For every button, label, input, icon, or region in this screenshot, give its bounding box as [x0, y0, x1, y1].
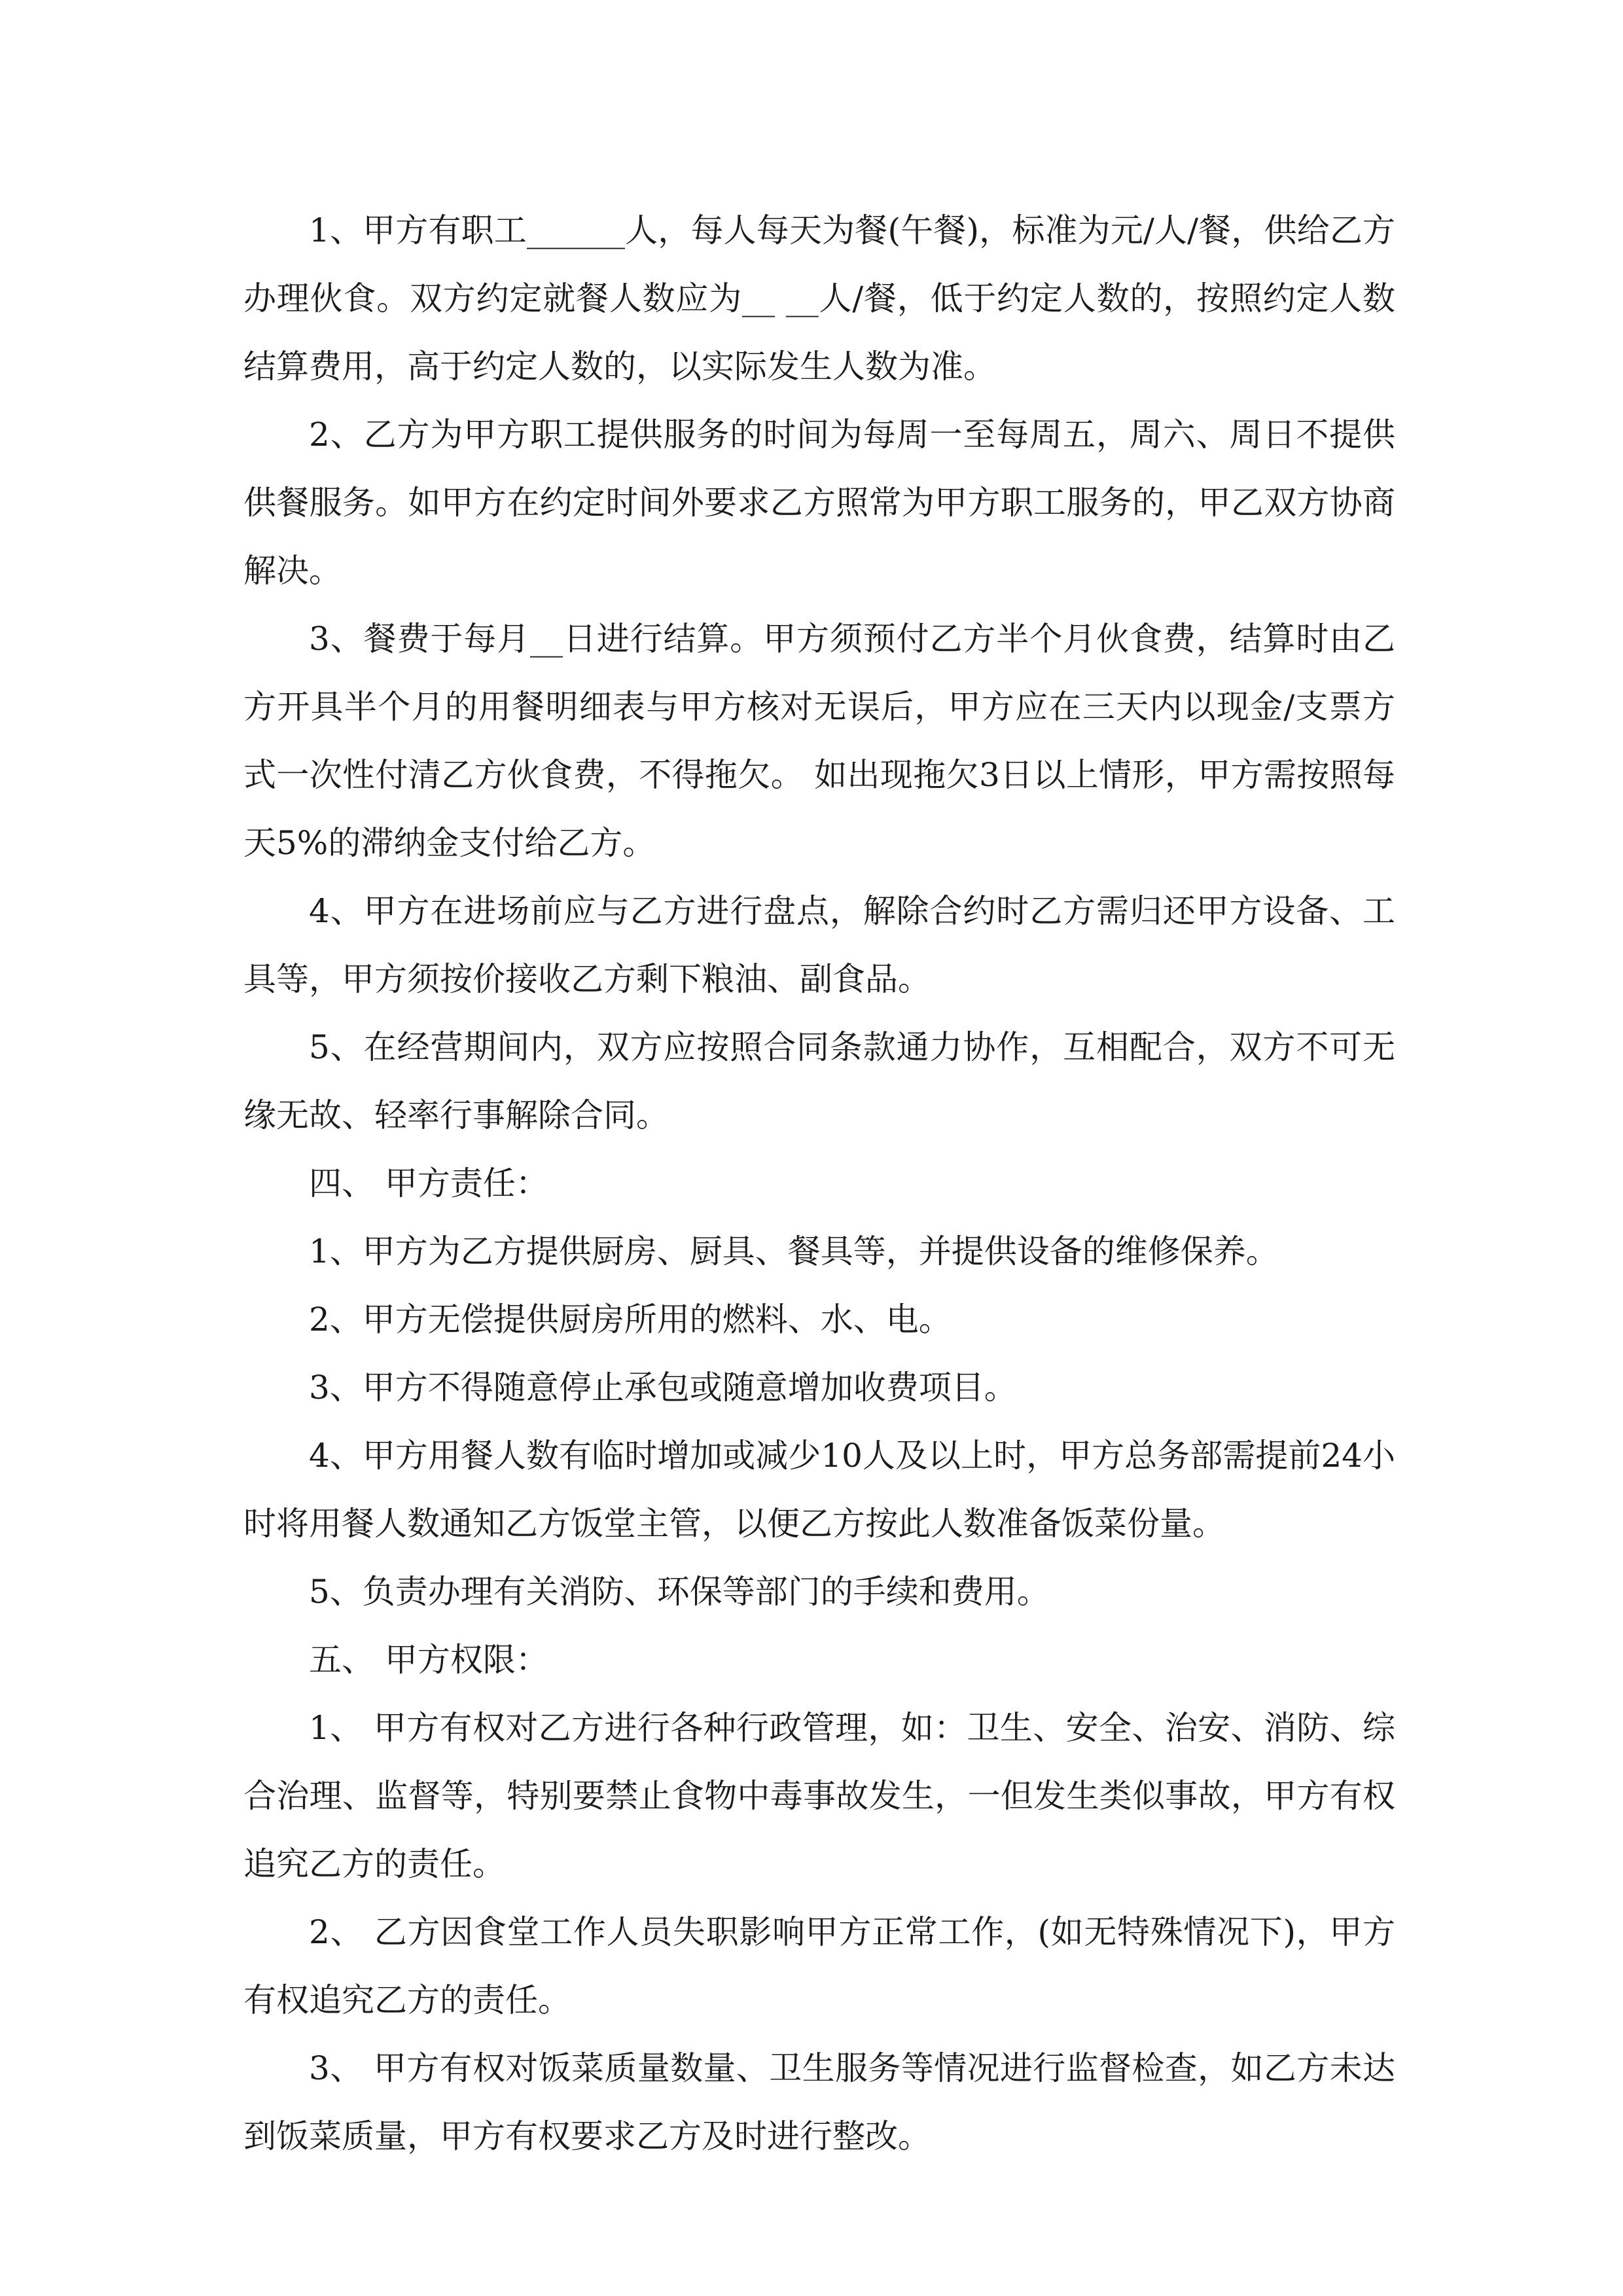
paragraph-inventory: 4、甲方在进场前应与乙方进行盘点，解除合约时乙方需归还甲方设备、工具等，甲方须按价接收乙方剩下粮油、副食品。: [243, 892, 1395, 998]
paragraph-kitchen-provision: 1、甲方为乙方提供厨房、厨具、餐具等，并提供设备的维修保养。: [309, 1232, 1279, 1270]
paragraph-utilities: 2、甲方无偿提供厨房所用的燃料、水、电。: [309, 1300, 952, 1338]
paragraph-quality-inspection: 3、 甲方有权对饭菜质量数量、卫生服务等情况进行监督检查，如乙方未达到饭菜质量，甲方有权要求乙方及时进行整改。: [243, 2049, 1395, 2155]
paragraph-cooperation: 5、在经营期间内，双方应按照合同条款通力协作，互相配合，双方不可无缘无故、轻率行事解除合同。: [243, 1028, 1395, 1134]
paragraph-administration: 1、 甲方有权对乙方进行各种行政管理，如：卫生、安全、治安、消防、综合治理、监督等，特别要禁止食物中毒事故发生，一但发生类似事故，甲方有权追究乙方的责任。: [243, 1709, 1395, 1883]
paragraph-meal-headcount: 1、甲方有职工______人，每人每天为餐(午餐)，标准为元/人/餐，供给乙方办理伙食。双方约定就餐人数应为__ __人/餐，低于约定人数的，按照约定人数结算费用，高于约定人数的，以实际发生人数为准。: [243, 211, 1395, 386]
paragraph-headcount-notice: 4、甲方用餐人数有临时增加或减少10人及以上时，甲方总务部需提前24小时将用餐人数通知乙方饭堂主管，以便乙方按此人数准备饭菜份量。: [243, 1437, 1395, 1543]
paragraph-settlement: 3、餐费于每月__日进行结算。甲方须预付乙方半个月伙食费，结算时由乙方开具半个月的用餐明细表与甲方核对无误后，甲方应在三天内以现金/支票方式一次性付清乙方伙食费，不得拖欠。 如出现拖欠3日以上情形，甲方需按照每天5%的滞纳金支付给乙方。: [243, 620, 1395, 862]
paragraph-permits: 5、负责办理有关消防、环保等部门的手续和费用。: [309, 1573, 1050, 1611]
paragraph-staff-negligence: 2、 乙方因食堂工作人员失职影响甲方正常工作，(如无特殊情况下)，甲方有权追究乙方的责任。: [243, 1913, 1395, 2019]
section-heading-party-a-rights: 五、 甲方权限：: [309, 1641, 548, 1679]
document-body: [243, 196, 1395, 2170]
paragraph-no-arbitrary-changes: 3、甲方不得随意停止承包或随意增加收费项目。: [309, 1369, 1017, 1407]
section-heading-party-a-duties: 四、 甲方责任：: [309, 1164, 548, 1202]
paragraph-service-time: 2、乙方为甲方职工提供服务的时间为每周一至每周五，周六、周日不提供供餐服务。如甲方在约定时间外要求乙方照常为甲方职工服务的，甲乙双方协商解决。: [243, 416, 1395, 590]
